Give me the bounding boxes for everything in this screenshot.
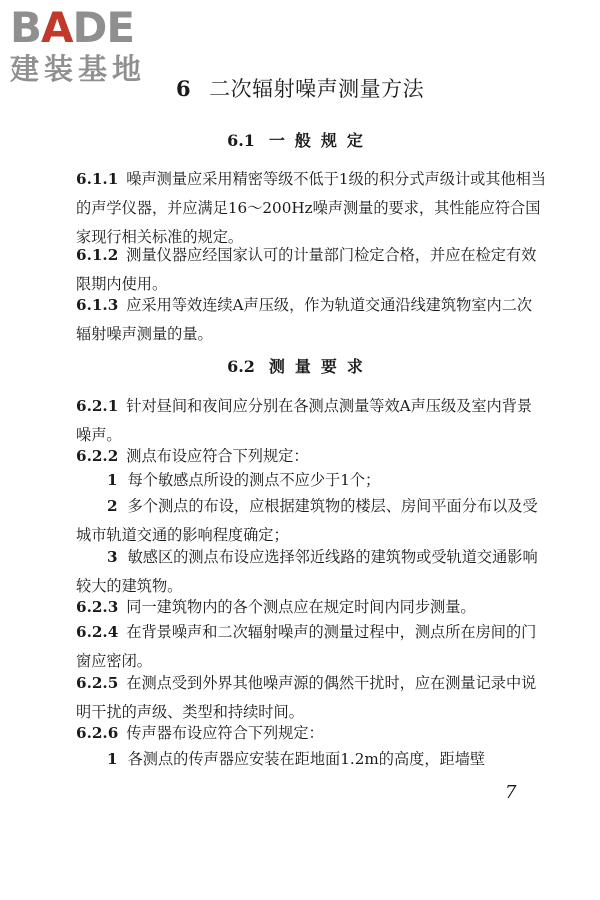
clause-6-1-1: [76, 165, 546, 252]
chapter-title-text: 二次辐射噪声测量方法: [209, 77, 425, 101]
chapter-number: 6: [176, 76, 192, 101]
list-item-6-2-6-1: [76, 745, 546, 774]
section-heading-6-2: [0, 355, 600, 379]
clause-number: 6.2.2: [76, 447, 119, 465]
clause-text: 在背景噪声和二次辐射噪声的测量过程中，测点所在房间的门窗应密闭。: [76, 623, 537, 670]
clause-number: 6.1.1: [76, 170, 119, 188]
list-item-6-2-2-2: [76, 492, 546, 550]
clause-text: 测量仪器应经国家认可的计量部门检定合格，并应在检定有效限期内使用。: [76, 246, 537, 293]
chapter-title: [176, 74, 424, 104]
watermark-latin-de: DE: [72, 3, 135, 52]
clause-number: 6.2.4: [76, 623, 119, 641]
clause-text: 测点布设应符合下列规定：: [126, 447, 309, 465]
item-text: 敏感区的测点布设应选择邻近线路的建筑物或受轨道交通影响较大的建筑物。: [76, 548, 538, 595]
item-number: 1: [107, 750, 118, 768]
section-title: 测量要求: [268, 357, 373, 376]
clause-text: 同一建筑物内的各个测点应在规定时间内同步测量。: [126, 598, 476, 616]
item-text: 多个测点的布设，应根据建筑物的楼层、房间平面分布以及受城市轨道交通的影响程度确定；: [76, 497, 538, 544]
clause-number: 6.2.1: [76, 397, 119, 415]
section-heading-6-1: [0, 129, 600, 153]
clause-number: 6.2.6: [76, 724, 119, 742]
section-number: 6.2: [227, 357, 255, 376]
clause-number: 6.1.2: [76, 246, 119, 264]
watermark-latin-a: A: [41, 3, 73, 52]
clause-text: 针对昼间和夜间应分别在各测点测量等效A声压级及室内背景噪声。: [76, 397, 533, 444]
item-number: 3: [107, 548, 118, 566]
clause-text: 传声器布设应符合下列规定：: [126, 724, 324, 742]
page-number: 7: [505, 782, 517, 803]
clause-6-2-4: [76, 618, 546, 676]
list-item-6-2-2-1: [76, 466, 546, 495]
item-number: 2: [107, 497, 118, 515]
section-number: 6.1: [227, 131, 255, 150]
watermark-latin-b: B: [10, 3, 42, 52]
bade-watermark-logo: [10, 3, 180, 86]
watermark-chinese: 建装基地: [10, 52, 147, 86]
item-text: 各测点的传声器应安装在距地面1.2m的高度，距墙壁: [127, 750, 486, 768]
clause-text: 噪声测量应采用精密等级不低于1级的积分式声级计或其他相当的声学仪器，并应满足16～200Hz噪声测量的要求，其性能应符合国家现行相关标准的规定。: [76, 170, 547, 246]
clause-text: 在测点受到外界其他噪声源的偶然干扰时，应在测量记录中说明干扰的声级、类型和持续时间。: [76, 674, 537, 721]
item-text: 每个敏感点所设的测点不应少于1个；: [127, 471, 381, 489]
clause-number: 6.1.3: [76, 296, 119, 314]
clause-6-2-6: [76, 719, 546, 748]
clause-number: 6.2.5: [76, 674, 119, 692]
clause-text: 应采用等效连续A声压级，作为轨道交通沿线建筑物室内二次辐射噪声测量的量。: [76, 296, 533, 343]
clause-6-1-3: [76, 291, 546, 349]
section-title: 一般规定: [268, 131, 373, 150]
clause-number: 6.2.3: [76, 598, 119, 616]
watermark-latin: [10, 3, 180, 52]
item-number: 1: [107, 471, 118, 489]
